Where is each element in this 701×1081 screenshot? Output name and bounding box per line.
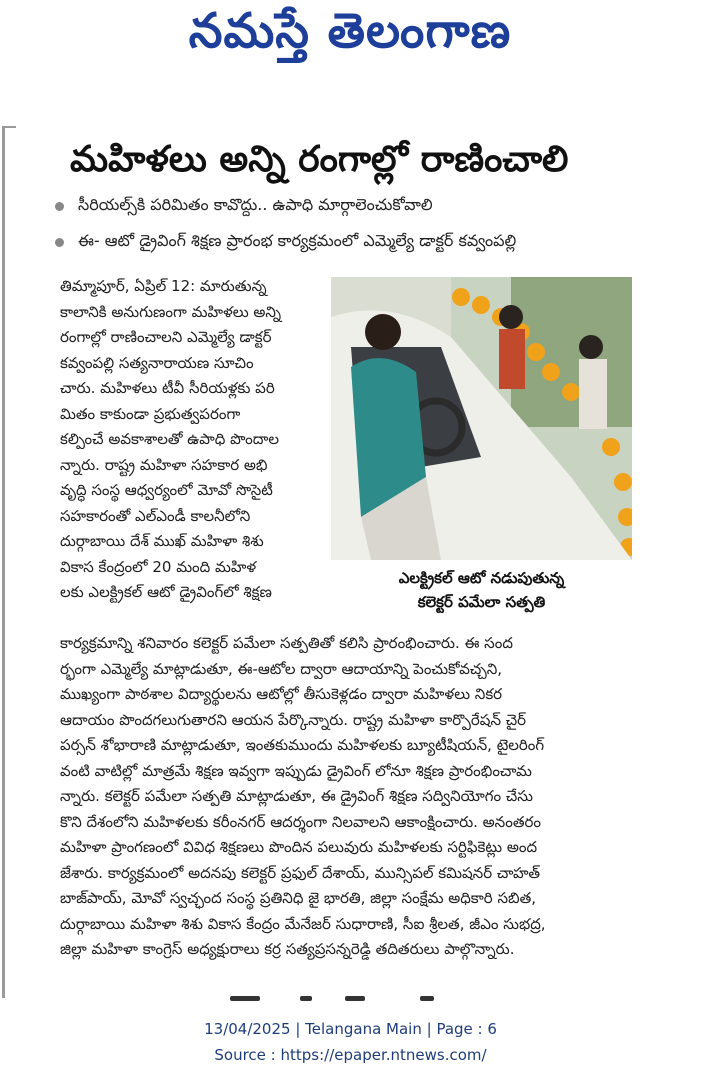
body-line: కొని దేశంలోని మహిళలకు కరీంనగర్ ఆదర్శంగా నిలవాలని ఆకాంక్షించారు. అనంతరం bbox=[60, 812, 541, 831]
bullet-dot-icon bbox=[55, 202, 64, 211]
body-line: లకు ఎలక్ట్రికల్ ఆటో డ్రైవింగ్‌లో శిక్షణ bbox=[60, 583, 272, 601]
body-line: జిల్లా మహిళా కాంగ్రెస్ అధ్యక్షురాలు కర్ర సత్యప్రసన్నరెడ్డి తదితరులు పాల్గొన్నారు. bbox=[60, 940, 515, 958]
page-footer bbox=[0, 1016, 701, 1068]
body-line: ముఖ్యంగా పాఠశాల విద్యార్థులను ఆటోల్లో తీసుకెళ్లడం ద్వారా మహిళలు నికర bbox=[60, 685, 503, 703]
body-line: పర్సన్ శోభారాణి మాట్లాడుతూ, ఇంతకుముందు మహిళలకు బ్యూటీషియన్, టైలరింగ్ bbox=[60, 736, 545, 754]
body-line: బాజ్‌పాయ్, మోవో స్వచ్ఛంద సంస్థ ప్రతినిధి జై భారతి, జిల్లా సంక్షేమ అధికారి సబిత, bbox=[60, 889, 537, 907]
bullet-dot-icon bbox=[55, 238, 64, 247]
body-line: సహకారంతో ఎల్ఎండీ కాలనీలోని bbox=[60, 506, 251, 525]
article-photo bbox=[331, 277, 632, 560]
photo-caption bbox=[331, 566, 632, 618]
body-line: జేశారు. కార్యక్రమంలో అదనపు కలెక్టర్ ప్రఫుల్ దేశాయ్, మున్సిపల్ కమిషనర్ చాహత్ bbox=[60, 863, 541, 882]
body-line: న్నారు. కలెక్టర్ పమేలా సత్పతి మాట్లాడుతూ, ఈ డ్రైవింగ్ శిక్షణ సద్వినియోగం చేసు bbox=[60, 787, 533, 805]
article-body-narrow bbox=[60, 274, 322, 606]
body-line: మహిళా ప్రాంగణంలో వివిధ శిక్షణలు పొందిన పలువురు మహిళలకు సర్టిఫికెట్లు అంద bbox=[60, 838, 538, 856]
column-divider bbox=[2, 128, 5, 998]
body-line: కల్పించే అవకాశాలతో ఉపాధి పొందాల bbox=[60, 430, 280, 448]
body-line: కాలానికి అనుగుణంగా మహిళలు అన్ని bbox=[60, 302, 282, 321]
caption-line: ఎలక్ట్రికల్ ఆటో నడుపుతున్న bbox=[398, 569, 565, 587]
body-line: న్నారు. రాష్ట్ర మహిళా సహకార అభి bbox=[60, 455, 268, 474]
clipped-text-fragment bbox=[230, 996, 260, 1001]
bullet-point bbox=[55, 192, 655, 220]
clipped-text-fragment bbox=[300, 996, 312, 1001]
body-line: తిమ్మాపూర్, ఏప్రిల్ 12: మారుతున్న bbox=[60, 277, 267, 295]
clipped-text-fragment bbox=[345, 996, 365, 1001]
clipped-text-fragment bbox=[420, 996, 434, 1001]
body-line: మితం కాకుండా ప్రభుత్వపరంగా bbox=[60, 404, 241, 423]
body-line: చారు. మహిళలు టీవీ సీరియళ్లకు పరి bbox=[60, 379, 275, 397]
body-line: వృద్ధి సంస్థ ఆధ్వర్యంలో మోవో సొసైటీ bbox=[60, 481, 273, 499]
body-line: వంటి వాటిల్లో మాత్రమే శిక్షణ ఇవ్వగా ఇప్పుడు డ్రైవింగ్ లోనూ శిక్షణ ప్రారంభించామ bbox=[60, 761, 532, 780]
article-body-wide bbox=[60, 631, 640, 963]
bullet-text: ఈ- ఆటో డ్రైవింగ్ శిక్షణ ప్రారంభ కార్యక్రమంలో ఎమ్మెల్యే డాక్టర్ కవ్వంపల్లి bbox=[78, 230, 517, 250]
caption-line: కలెక్టర్ పమేలా సత్పతి bbox=[417, 593, 546, 611]
newspaper-masthead: నమస్తే తెలంగాణ bbox=[188, 3, 512, 59]
footer-source-link[interactable]: Source : https://epaper.ntnews.com/ bbox=[214, 1046, 487, 1064]
bullet-point bbox=[55, 228, 655, 256]
article-headline: మహిళలు అన్ని రంగాల్లో రాణించాలి bbox=[70, 139, 569, 180]
body-line: కార్యక్రమాన్ని శనివారం కలెక్టర్ పమేలా సత్పతితో కలిసి ప్రారంభించారు. ఈ సంద bbox=[60, 634, 513, 652]
footer-date-edition: 13/04/2025 | Telangana Main | Page : 6 bbox=[204, 1020, 497, 1038]
body-line: కవ్వంపల్లి సత్యనారాయణ సూచిం bbox=[60, 353, 254, 372]
photo-illustration bbox=[331, 277, 632, 560]
bullet-text: సీరియల్స్‌కి పరిమితం కావొద్దు.. ఉపాధి మార్గాలెంచుకోవాలి bbox=[78, 194, 433, 214]
body-line: రంగాల్లో రాణించాలని ఎమ్మెల్యే డాక్టర్ bbox=[60, 328, 272, 346]
body-line: దుర్గాబాయి మహిళా శిశు వికాస కేంద్రం మేనేజర్ సుధారాణి, సీఐ శ్రీలత, జీఎం సుభద్ర, bbox=[60, 914, 546, 933]
body-line: ఆదాయం పొందగలుగుతారని ఆయన పేర్కొన్నారు. రాష్ట్ర మహిళా కార్పొరేషన్ చైర్ bbox=[60, 710, 527, 729]
body-line: వికాస కేంద్రంలో 20 మంది మహిళ bbox=[60, 557, 257, 576]
body-line: దుర్గాబాయి దేశ్ ముఖ్ మహిళా శిశు bbox=[60, 532, 264, 550]
body-line: ర్భంగా ఎమ్మెల్యే మాట్లాడుతూ, ఈ-ఆటోల ద్వారా ఆదాయాన్ని పెంచుకోవచ్చని, bbox=[60, 659, 503, 678]
